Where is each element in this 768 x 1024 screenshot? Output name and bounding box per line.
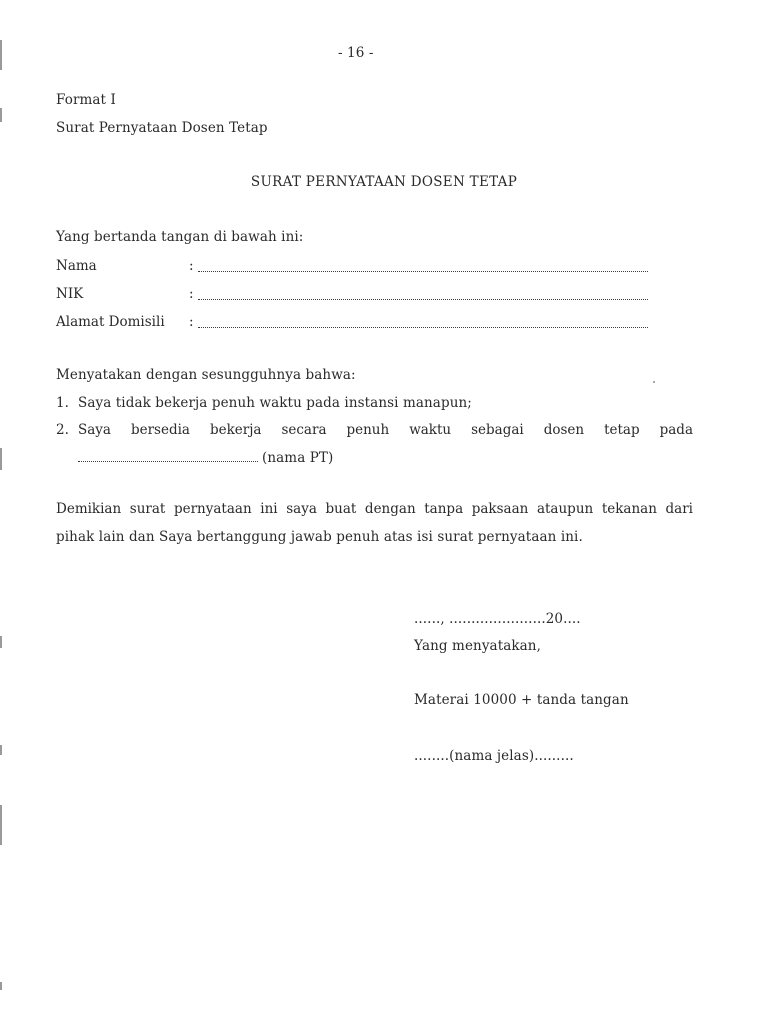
format-label: Format I xyxy=(56,92,116,108)
field-colon: : xyxy=(189,286,194,302)
field-blank-alamat xyxy=(198,317,648,328)
institution-hint: (nama PT) xyxy=(262,450,334,466)
scan-edge-mark xyxy=(0,982,2,990)
scan-edge-mark xyxy=(0,108,2,122)
signature-label: Yang menyatakan, xyxy=(414,638,541,654)
field-label-nama: Nama xyxy=(56,258,97,274)
scan-edge-mark xyxy=(0,805,2,845)
scan-speck xyxy=(653,381,655,383)
closing-line-1: Demikian surat pernyataan ini saya buat dengan tanpa paksaan ataupun tekanan dari xyxy=(56,501,693,517)
document-subtitle: Surat Pernyataan Dosen Tetap xyxy=(56,120,268,136)
field-blank-nik xyxy=(198,289,648,300)
signature-place-date: ......, ......................20.... xyxy=(414,611,581,627)
page-number: - 16 - xyxy=(338,45,374,61)
institution-blank xyxy=(78,451,258,462)
scan-edge-mark xyxy=(0,40,2,70)
statement-text: Saya tidak bekerja penuh waktu pada instansi manapun; xyxy=(78,395,472,411)
scan-edge-mark xyxy=(0,745,2,755)
closing-line-2: pihak lain dan Saya bertanggung jawab penuh atas isi surat pernyataan ini. xyxy=(56,529,583,545)
field-label-nik: NIK xyxy=(56,286,84,302)
scan-edge-mark xyxy=(0,636,2,648)
field-colon: : xyxy=(189,314,194,330)
declaration-intro: Menyatakan dengan sesungguhnya bahwa: xyxy=(56,367,356,383)
signature-name-line: ........(nama jelas)......... xyxy=(414,748,574,764)
field-label-alamat: Alamat Domisili xyxy=(56,314,165,330)
field-colon: : xyxy=(189,258,194,274)
signature-stamp-note: Materai 10000 + tanda tangan xyxy=(414,692,629,708)
scan-edge-mark xyxy=(0,448,2,470)
statement-text: Saya bersedia bekerja secara penuh waktu sebagai dosen tetap pada xyxy=(78,422,693,438)
statement-number: 2. xyxy=(56,422,69,438)
document-title: SURAT PERNYATAAN DOSEN TETAP xyxy=(250,174,518,190)
statement-number: 1. xyxy=(56,395,69,411)
field-blank-nama xyxy=(198,261,648,272)
intro-text: Yang bertanda tangan di bawah ini: xyxy=(56,229,304,245)
statement-continuation xyxy=(78,449,333,467)
